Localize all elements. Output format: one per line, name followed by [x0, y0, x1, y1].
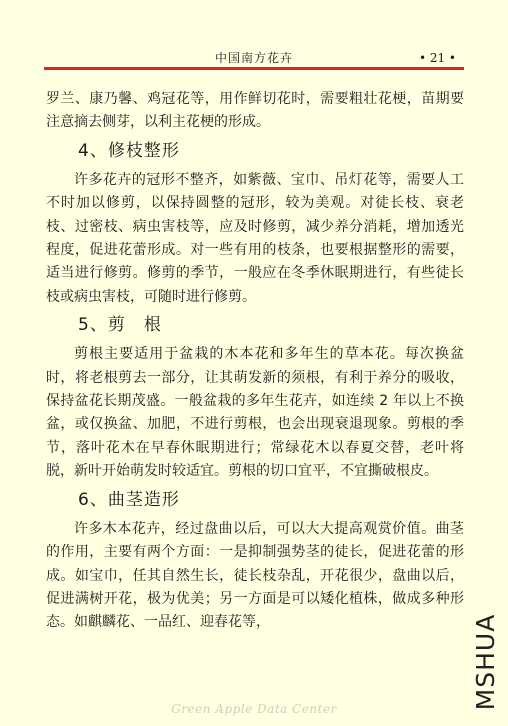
- book-title: 中国南方花卉: [214, 51, 293, 65]
- side-mark: [470, 608, 502, 716]
- running-header: [44, 50, 464, 66]
- intro-paragraph: 罗兰、康乃馨、鸡冠花等，用作鲜切花时，需要粗壮花梗，苗期要注意摘去侧芽，以利主花梗的形成。: [46, 91, 464, 131]
- page-number: • 21 •: [418, 51, 456, 65]
- side-mark-text: MSHUA: [471, 613, 500, 711]
- page-body: [46, 88, 464, 635]
- section-body-stem-shaping: 许多木本花卉，经过盘曲以后，可以大大提高观赏价值。曲茎的作用，主要有两个方面：一是抑制强势茎的徒长，促进花蕾的形成。如宝巾，任其自然生长，徒长枝杂乱，开花很少，盘曲以后，促进满树开花，极为优美；另一方面是可以矮化植株，做成多种形态。如麒麟花、一品红、迎春花等，: [46, 520, 464, 631]
- section-heading-root-cutting: 5、剪 根: [78, 315, 162, 336]
- watermark: Green Apple Data Center: [171, 702, 337, 716]
- header-rule: [44, 67, 464, 70]
- section-heading-pruning: 4、修枝整形: [78, 140, 180, 161]
- section-body-pruning: 许多花卉的冠形不整齐，如紫薇、宝巾、吊灯花等，需要人工不时加以修剪，以保持圆整的冠形，较为美观。对徒长枝、衰老枝、过密枝、病虫害枝等，应及时修剪，减少养分消耗，增加透光程度，促进花蕾形成。对一些有用的枝条，也要根据整形的需要，适当进行修剪。修剪的季节，一般应在冬季休眠期进行，有些徒长枝或病虫害枝，可随时进行修剪。: [46, 171, 464, 305]
- section-heading-stem-shaping: 6、曲茎造形: [78, 489, 180, 510]
- section-body-root-cutting: 剪根主要适用于盆栽的木本花和多年生的草本花。每次换盆时，将老根剪去一部分，让其萌发新的须根，有利于养分的吸收，保持盆花长期茂盛。一般盆栽的多年生花卉，如连续 2 年以上不换盆，或仅换盆、加肥，不进行剪根，也会出现衰退现象。剪根的季节，落叶花木在早春休眠期进行；常绿花木以春夏交替，老叶将脱，新叶开始萌发时较适宜。剪根的切口宜平，不宜撕破根皮。: [46, 346, 464, 480]
